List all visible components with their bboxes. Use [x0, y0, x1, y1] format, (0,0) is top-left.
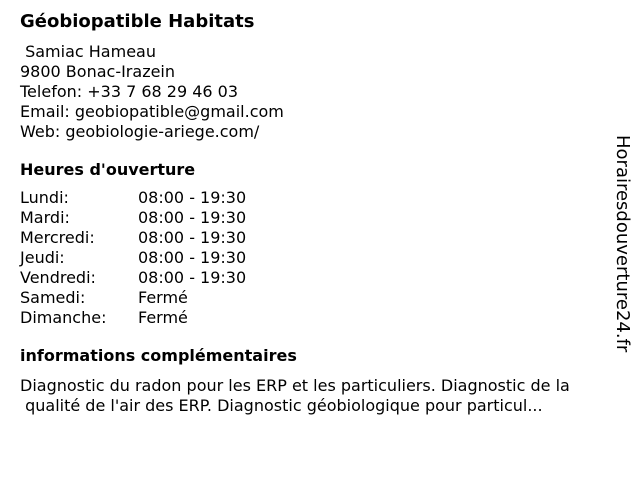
hours-row-tuesday [20, 208, 620, 228]
address-line-2: 9800 Bonac-Irazein [20, 62, 176, 81]
additional-info-text [20, 376, 620, 416]
hours-time-value: 08:00 - 19:30 [138, 228, 247, 247]
hours-day-label: Mercredi: [20, 228, 95, 247]
web-line: Web: geobiologie-ariege.com/ [20, 122, 260, 141]
business-name: Géobiopatible Habitats [20, 11, 255, 32]
hours-day-label: Mardi: [20, 208, 70, 227]
phone-line: Telefon: +33 7 68 29 46 03 [20, 82, 239, 101]
hours-row-saturday [20, 288, 620, 308]
hours-day-label: Lundi: [20, 188, 69, 207]
hours-row-wednesday [20, 228, 620, 248]
opening-hours-heading: Heures d'ouverture [20, 160, 196, 179]
additional-info-line-1: Diagnostic du radon pour les ERP et les particuliers. Diagnostic de la [20, 376, 570, 395]
additional-info-heading: informations complémentaires [20, 346, 297, 365]
additional-info-line-2: qualité de l'air des ERP. Diagnostic géobiologique pour particul... [20, 396, 543, 415]
hours-time-value: 08:00 - 19:30 [138, 248, 247, 267]
hours-day-label: Jeudi: [20, 248, 65, 267]
hours-row-sunday [20, 308, 620, 328]
hours-row-monday [20, 188, 620, 208]
business-card [20, 10, 620, 416]
address-line-1: Samiac Hameau [20, 42, 156, 61]
hours-time-value: Fermé [138, 288, 188, 307]
hours-row-friday [20, 268, 620, 288]
hours-day-label: Vendredi: [20, 268, 96, 287]
opening-hours-table [20, 188, 620, 328]
hours-time-value: Fermé [138, 308, 188, 327]
hours-day-label: Dimanche: [20, 308, 107, 327]
hours-time-value: 08:00 - 19:30 [138, 188, 247, 207]
hours-day-label: Samedi: [20, 288, 86, 307]
site-watermark [612, 135, 633, 353]
hours-time-value: 08:00 - 19:30 [138, 268, 247, 287]
hours-row-thursday [20, 248, 620, 268]
email-line: Email: geobiopatible@gmail.com [20, 102, 284, 121]
hours-time-value: 08:00 - 19:30 [138, 208, 247, 227]
site-watermark-text: Horairesdouverture24.fr [612, 135, 633, 353]
